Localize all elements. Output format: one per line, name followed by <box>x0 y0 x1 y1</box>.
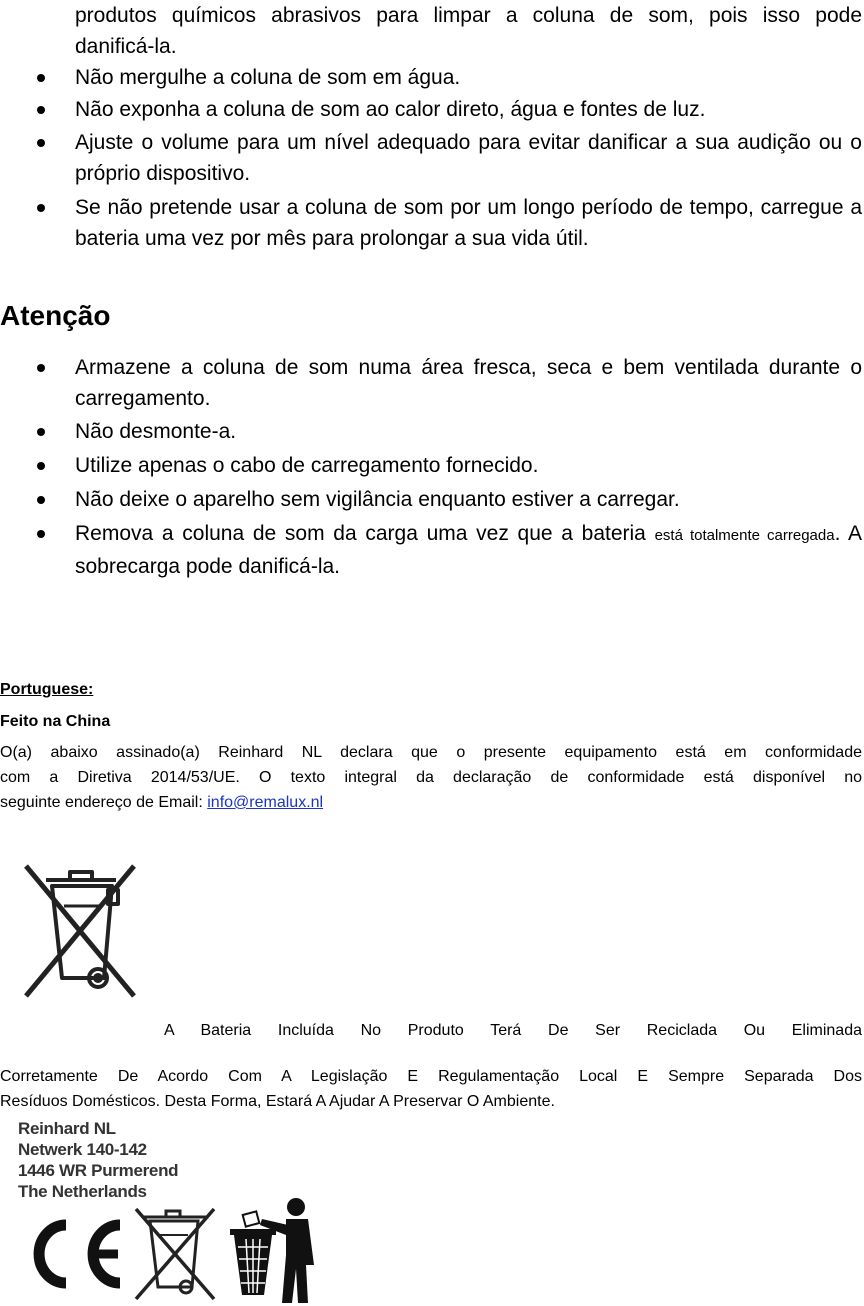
list-item: Não deixe o aparelho sem vigilância enquanto estiver a carregar. <box>0 484 864 515</box>
list-item: Não mergulhe a coluna de som em água. <box>0 62 864 93</box>
declaration-line-2: com a Diretiva 2014/53/UE. O texto integral da declaração de conformidade está disponível no <box>0 769 862 786</box>
bullet-icon <box>37 139 45 147</box>
recycling-line-3: Resíduos Domésticos. Desta Forma, Estará A Ajudar A Preservar O Ambiente. <box>0 1093 555 1110</box>
email-link[interactable]: info@remalux.nl <box>207 794 324 811</box>
bullet-icon <box>37 530 45 538</box>
compliance-marks <box>16 1195 336 1305</box>
recycling-line-1: A Bateria Incluída No Produto Terá De Ser Reciclada Ou Eliminada <box>164 1022 862 1039</box>
list-item: Não desmonte-a. <box>0 416 864 447</box>
recycling-paragraph <box>0 1064 862 1114</box>
bullet-icon <box>37 74 45 82</box>
address-street: Netwerk 140-142 <box>18 1140 147 1159</box>
bullet-icon <box>37 106 45 114</box>
weee-small-icon <box>136 1209 214 1299</box>
bullet-icon <box>37 428 45 436</box>
list-item: Não exponha a coluna de som ao calor direto, água e fontes de luz. <box>0 94 864 125</box>
list-item: Ajuste o volume para um nível adequado para evitar danificar a sua audição ou o próprio dispositivo. <box>0 127 864 189</box>
address-country: The Netherlands <box>18 1182 147 1201</box>
list-item: Remova a coluna de som da carga uma vez que a bateria está totalmente carregada. A sobrecarga pode danificá-la. <box>0 518 864 582</box>
declaration-line-3: seguinte endereço de Email: info@remalux.nl <box>0 794 324 811</box>
list-item: Se não pretende usar a coluna de som por um longo período de tempo, carregue a bateria uma vez por mês para prolongar a sua vida útil. <box>0 192 864 254</box>
manufacturer-address <box>18 1118 178 1202</box>
continuation-line-1: produtos químicos abrasivos para limpar a coluna de som, pois isso pode <box>75 4 862 27</box>
care-list <box>0 62 864 254</box>
recycling-line-2: Corretamente De Acordo Com A Legislação E Regulamentação Local E Sempre Separada Dos <box>0 1068 862 1085</box>
bullet-icon <box>37 496 45 504</box>
language-label: Portuguese: <box>0 681 94 698</box>
attention-list <box>0 352 864 582</box>
declaration-paragraph <box>0 740 862 815</box>
list-item: Armazene a coluna de som numa área fresca, seca e bem ventilada durante o carregamento. <box>0 352 864 414</box>
bullet-icon <box>37 364 45 372</box>
list-item: Utilize apenas o cabo de carregamento fornecido. <box>0 450 864 481</box>
attention-heading: Atenção <box>0 300 111 331</box>
weee-crossed-bin-icon <box>6 846 158 1018</box>
bullet-icon <box>37 204 45 212</box>
declaration-line-1: O(a) abaixo assinado(a) Reinhard NL declara que o presente equipamento está em conformidade <box>0 744 862 761</box>
address-company: Reinhard NL <box>18 1119 116 1138</box>
address-city: 1446 WR Purmerend <box>18 1161 179 1180</box>
tidyman-icon <box>230 1198 314 1303</box>
made-in-label: Feito na China <box>0 713 111 730</box>
continuation-line-2: danificá-la. <box>75 35 177 58</box>
bullet-icon <box>37 462 45 470</box>
ce-mark-icon <box>39 1225 120 1283</box>
